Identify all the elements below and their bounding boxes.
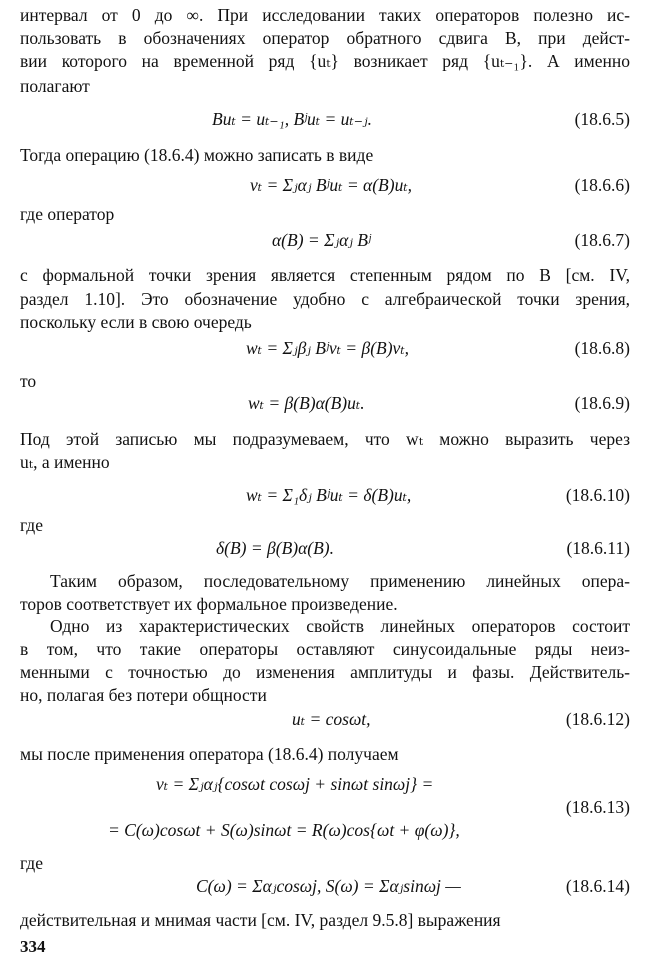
text-line: uₜ, а именно <box>20 452 110 472</box>
equation-number: (18.6.8) <box>574 338 630 358</box>
page-number: 334 <box>20 937 46 956</box>
equation-formula: α(B) = Σⱼαⱼ Bʲ <box>272 230 371 250</box>
text-line: где <box>20 515 43 535</box>
equation-number: (18.6.13) <box>565 797 630 817</box>
text-line: поскольку если в свою очередь <box>20 312 252 332</box>
equation-number: (18.6.14) <box>565 876 630 896</box>
equation-number: (18.6.5) <box>574 109 630 129</box>
equation-number: (18.6.9) <box>574 393 630 413</box>
equation-18-6-12 <box>20 706 630 732</box>
equation-formula: uₜ = cosωt, <box>292 709 371 729</box>
text-line: Тогда операцию (18.6.4) можно записать в виде <box>20 145 374 165</box>
text-line: полагают <box>20 76 90 96</box>
equation-formula: δ(B) = β(B)α(B). <box>216 538 335 558</box>
text-line: торов соответствует их формальное произведение. <box>20 594 398 614</box>
text-line: раздел 1.10]. Это обозначение удобно с алгебраической точки зрения, <box>20 289 630 309</box>
equation-formula: C(ω) = Σαⱼcosωj, S(ω) = Σαⱼsinωj — <box>196 876 461 896</box>
text-line: Одно из характеристических свойств линейных операторов состоит <box>50 616 630 636</box>
equation-18-6-10 <box>20 482 630 508</box>
text-line: вии которого на временной ряд {uₜ} возникает ряд {uₜ₋₁}. А именно <box>20 51 630 71</box>
text-line: интервал от 0 до ∞. При исследовании таких операторов полезно ис- <box>20 5 630 25</box>
text-line: где <box>20 853 43 873</box>
equation-18-6-14 <box>20 873 630 899</box>
text-line: где оператор <box>20 204 115 224</box>
equation-formula: Buₜ = uₜ₋₁, Bʲuₜ = uₜ₋ⱼ. <box>212 109 372 129</box>
text-line: то <box>20 371 37 391</box>
equation-18-6-5 <box>20 106 630 132</box>
text-line: мы после применения оператора (18.6.4) получаем <box>20 744 399 764</box>
text-line: действительная и мнимая части [см. IV, раздел 9.5.8] выражения <box>20 910 501 930</box>
equation-18-6-11 <box>20 535 630 561</box>
text-line: менными с точностью до изменения амплитуды и фазы. Действитель- <box>20 662 630 682</box>
text-line: с формальной точки зрения является степенным рядом по B [см. IV, <box>20 265 630 285</box>
equation-formula: vₜ = Σⱼαⱼ Bʲuₜ = α(B)uₜ, <box>250 175 413 195</box>
equation-18-6-8 <box>20 335 630 361</box>
equation-formula: wₜ = Σⱼβⱼ Bʲvₜ = β(B)vₜ, <box>246 338 410 358</box>
equation-18-6-7 <box>20 227 630 253</box>
text-line: Под этой записью мы подразумеваем, что wₜ можно выразить через <box>20 429 630 449</box>
equation-18-6-9 <box>20 390 630 416</box>
equation-formula: vₜ = Σⱼαⱼ{cosωt cosωj + sinωt sinωj} = <box>156 774 434 794</box>
equation-18-6-13-line2 <box>20 817 630 843</box>
equation-number: (18.6.10) <box>565 485 630 505</box>
equation-number: (18.6.11) <box>566 538 630 558</box>
equation-number: (18.6.6) <box>574 175 630 195</box>
text-line: в том, что такие операторы оставляют синусоидальные ряды неиз- <box>20 639 630 659</box>
text-line: но, полагая без потери общности <box>20 685 267 705</box>
text-line: пользовать в обозначениях оператор обратного сдвига B, при дейст- <box>20 28 630 48</box>
equation-formula: wₜ = β(B)α(B)uₜ. <box>248 393 365 413</box>
equation-formula: = C(ω)cosωt + S(ω)sinωt = R(ω)cos{ωt + φ(ω)}, <box>108 820 460 840</box>
equation-18-6-6 <box>20 172 630 198</box>
equation-formula: wₜ = Σ₁δⱼ Bʲuₜ = δ(B)uₜ, <box>246 485 412 505</box>
text-line: Таким образом, последовательному применению линейных опера- <box>50 571 630 591</box>
equation-number: (18.6.7) <box>574 230 630 250</box>
equation-number: (18.6.12) <box>565 709 630 729</box>
